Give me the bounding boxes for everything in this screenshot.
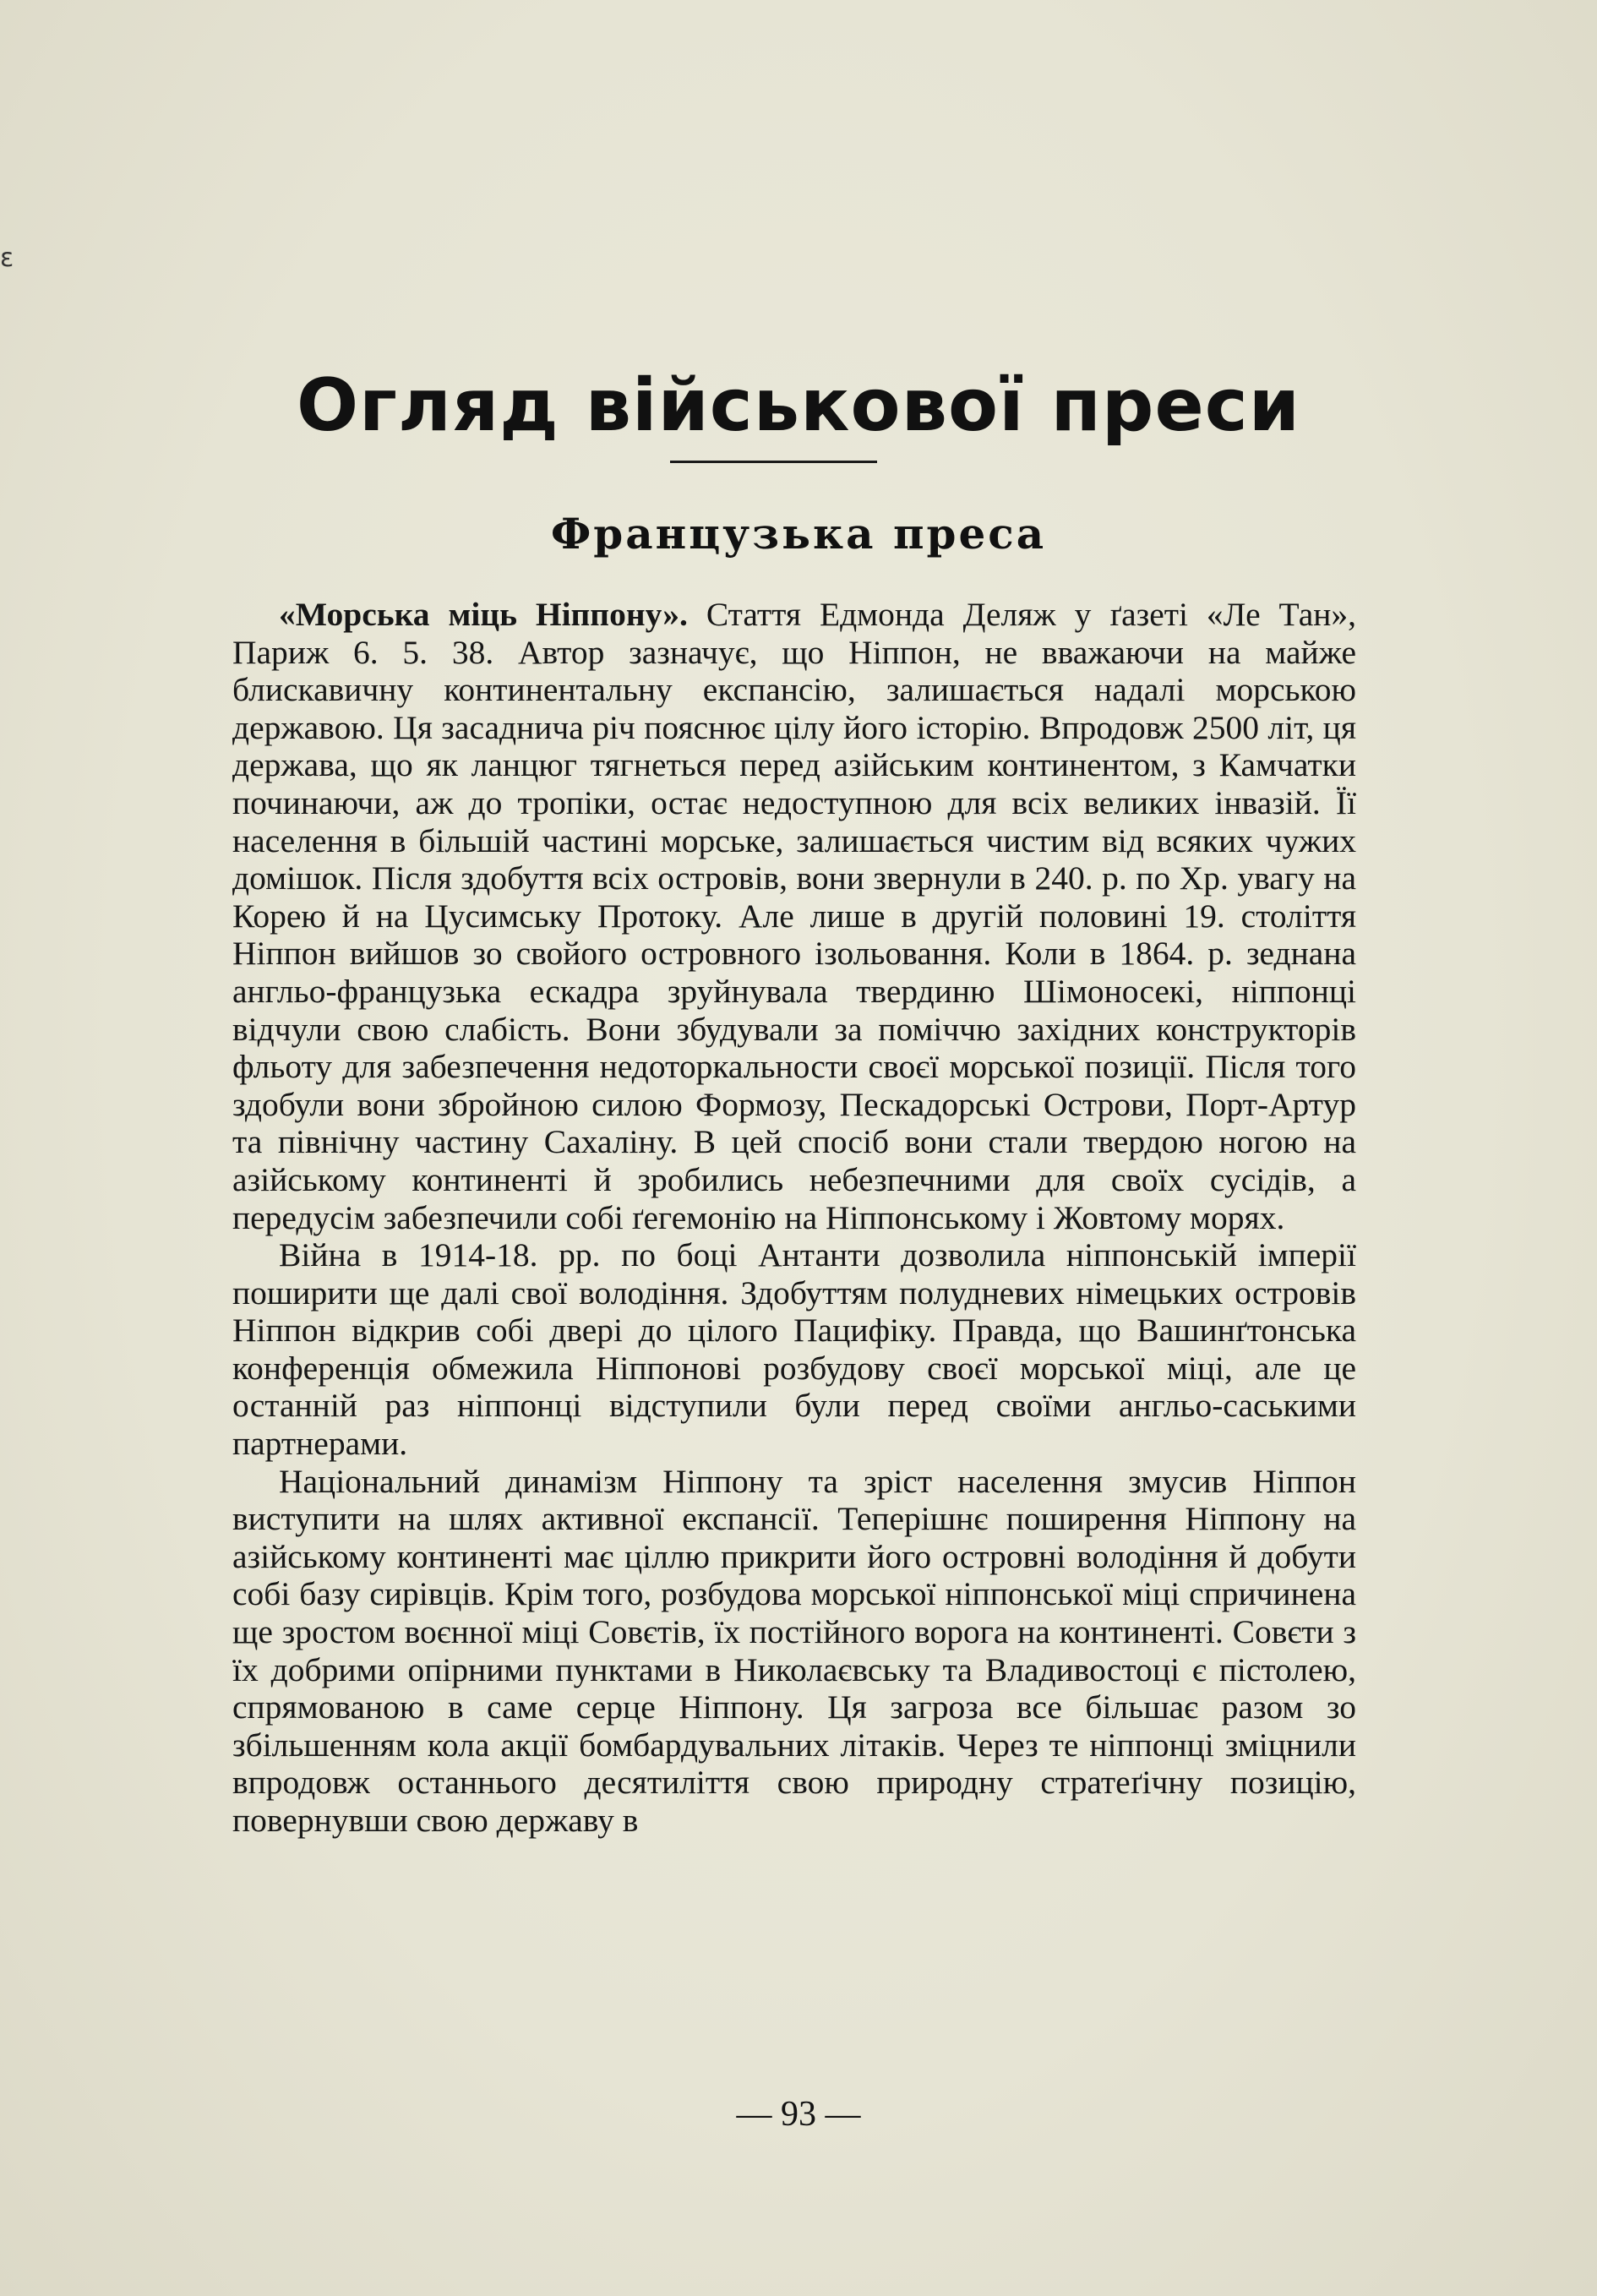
section-title: Французька преса (550, 509, 1047, 559)
paragraph-text: Війна в 1914-18. рр. по боці Антанти дозволила ніппонській імперії поширити ще далі свої володіння. Здобуттям полудневих німецьких островів Ніппон відкрив собі двері до цілого Пацифіку. Правда, що Вашинґтонська конференція обмежила Ніппонові розбудову своєї морської міці, але це останній раз ніппонці відступили були перед своїми англьо-саськими партнерами. (232, 1236, 1356, 1463)
edge-mark: ɛ (0, 243, 14, 273)
page-title: Огляд військової преси (296, 363, 1301, 448)
paragraph-2 (232, 1236, 1356, 1463)
article-body (232, 596, 1356, 1840)
paragraph-text: Стаття Едмонда Деляж у ґазеті «Ле Тан», Париж 6. 5. 38. Автор зазначує, що Ніппон, не вважаючи на майже блискавичну континентальну експансію, залишається надалі морською державою. Ця засаднича річ пояснює цілу його історію. Впродовж 2500 літ, ця держава, що як ланцюг тягнеться перед азійським континентом, з Камчатки починаючи, аж до тропіки, остає недоступною для всіх великих інвазій. Її населення в більшій частині морське, залишається чистим від всяких чужих домішок. Після здобуття всіх островів, вони звернули в 240. р. по Хр. увагу на Корею й на Цусимську Протоку. Але лише в другій половині 19. століття Ніппон вийшов зо свойого островного ізольовання. Коли в 1864. р. зеднана англьо-французька ескадра зруйнувала твердиню Шімоносекі, ніппонці відчули свою слабість. Вони збудували за поміччю західних конструкторів фльоту для забезпечення недоторкальности своєї морської позиції. Після того здобули вони збройною силою Формозу, Пескадорські Острови, Порт-Артур та північну частину Сахаліну. В цей спосіб вони стали твердою ногою на азійському континенті й зробились небезпечними для своїх сусідів, а передусім забезпечили собі ґегемонію на Ніппонському і Жовтому морях. (232, 596, 1356, 1236)
paragraph-3 (232, 1463, 1356, 1840)
paragraph-1 (232, 596, 1356, 1236)
article-lead-title: «Морська міць Ніппону». (279, 596, 688, 633)
page-number: — 93 — (736, 2095, 861, 2134)
title-divider (670, 461, 877, 463)
paragraph-text: Національний динамізм Ніппону та зріст населення змусив Ніппон виступити на шлях активної експансії. Теперішнє поширення Ніппону на азійському континенті має ціллю прикрити його островні володіння й добути собі базу сирівців. Крім того, розбудова морської ніппонської міці спричинена ще зростом воєнної міці Совєтів, їх постійного ворога на континенті. Совєти з їх добрими опірними пунктами в Николаєвську та Владивостоці є пістолею, спрямованою в саме серце Ніппону. Ця загроза все більшає разом зо збільшенням кола акції бомбардувальних літаків. Через те ніппонці зміцнили впродовж останнього десятиліття свою природну стратеґічну позицію, повернувши свою державу в (232, 1462, 1356, 1839)
